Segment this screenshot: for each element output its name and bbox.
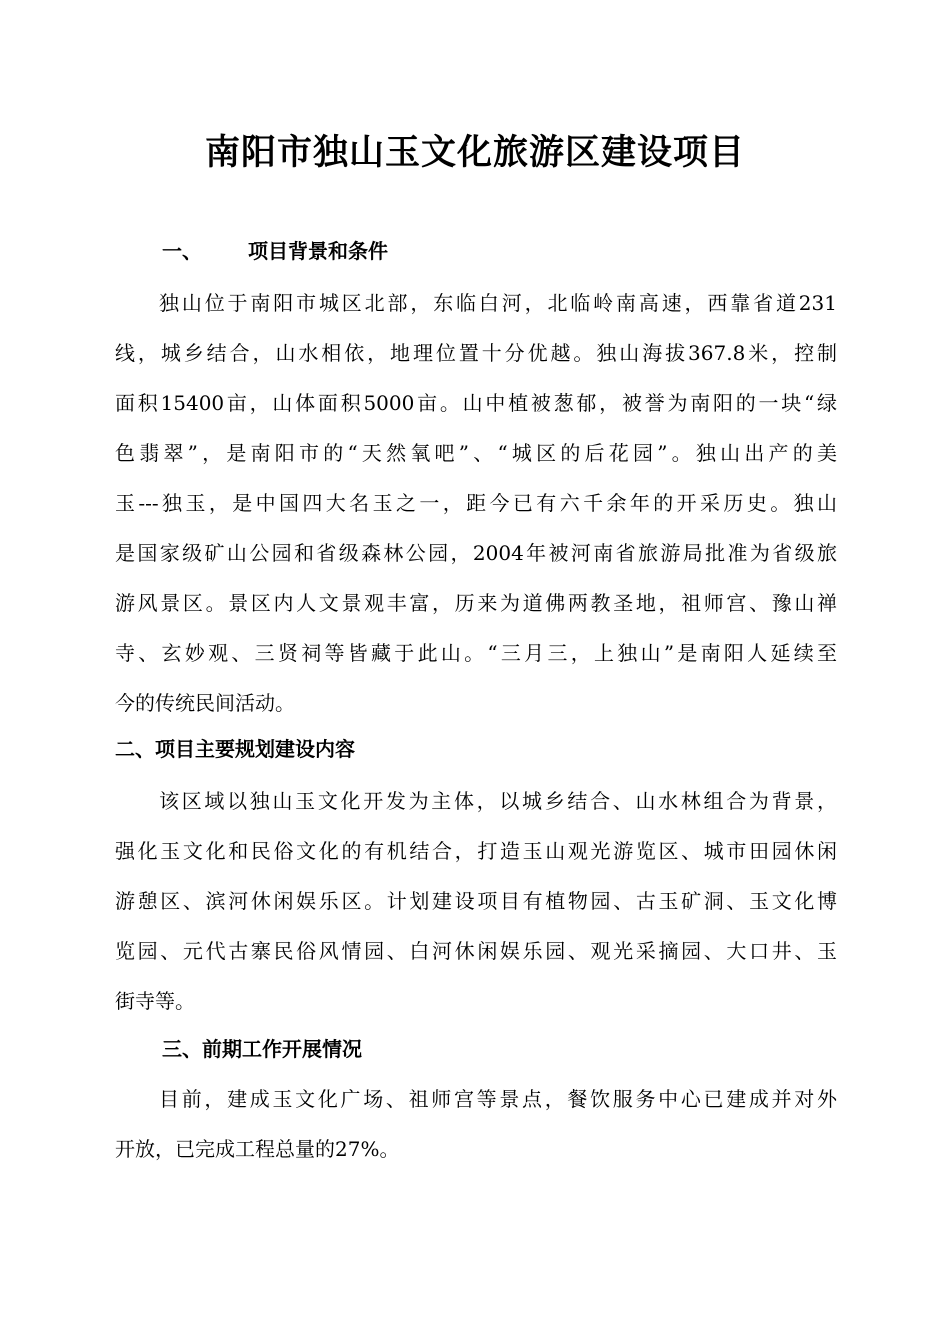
- section-3-heading: 三、前期工作开展情况: [162, 1037, 362, 1061]
- paragraph-line: 面积15400亩，山体面积5000亩。山中植被葱郁，被誉为南阳的一块“绿: [115, 391, 837, 415]
- paragraph-line: 街寺等。: [115, 989, 195, 1013]
- paragraph-line: 玉---独玉，是中国四大名玉之一，距今已有六千余年的开采历史。独山: [115, 491, 837, 515]
- section-1-paragraph: [115, 278, 837, 728]
- paragraph-line: 色翡翠”，是南阳市的“天然氧吧”、“城区的后花园”。独山出产的美: [115, 441, 837, 465]
- paragraph-line: 寺、玄妙观、三贤祠等皆藏于此山。“三月三，上独山”是南阳人延续至: [115, 641, 837, 665]
- section-2-paragraph: [115, 776, 837, 1026]
- paragraph-line: 独山位于南阳市城区北部，东临白河，北临岭南高速，西靠省道231: [159, 291, 837, 315]
- paragraph-line: 该区域以独山玉文化开发为主体，以城乡结合、山水林组合为背景，: [159, 789, 837, 813]
- paragraph-line: 览园、元代古寨民俗风情园、白河休闲娱乐园、观光采摘园、大口井、玉: [115, 939, 837, 963]
- paragraph-line: 游憩区、滨河休闲娱乐区。计划建设项目有植物园、古玉矿洞、玉文化博: [115, 889, 837, 913]
- paragraph-line: 开放，已完成工程总量的27%。: [115, 1137, 400, 1161]
- section-1-heading: [162, 236, 388, 266]
- paragraph-line: 游风景区。景区内人文景观丰富，历来为道佛两教圣地，祖师宫、豫山禅: [115, 591, 837, 615]
- paragraph-line: 是国家级矿山公园和省级森林公园，2004年被河南省旅游局批准为省级旅: [115, 541, 837, 565]
- section-1-title: 项目背景和条件: [248, 239, 388, 263]
- paragraph-line: 目前，建成玉文化广场、祖师宫等景点，餐饮服务中心已建成并对外: [159, 1087, 837, 1111]
- section-2-heading: 二、项目主要规划建设内容: [115, 737, 355, 761]
- document-title: 南阳市独山玉文化旅游区建设项目: [204, 133, 745, 173]
- section-1-number: 一、: [162, 239, 202, 263]
- paragraph-line: 强化玉文化和民俗文化的有机结合，打造玉山观光游览区、城市田园休闲: [115, 839, 837, 863]
- paragraph-line: 今的传统民间活动。: [115, 691, 295, 715]
- paragraph-line: 线，城乡结合，山水相依，地理位置十分优越。独山海拔367.8米，控制: [115, 341, 837, 365]
- section-3-paragraph: [115, 1074, 837, 1174]
